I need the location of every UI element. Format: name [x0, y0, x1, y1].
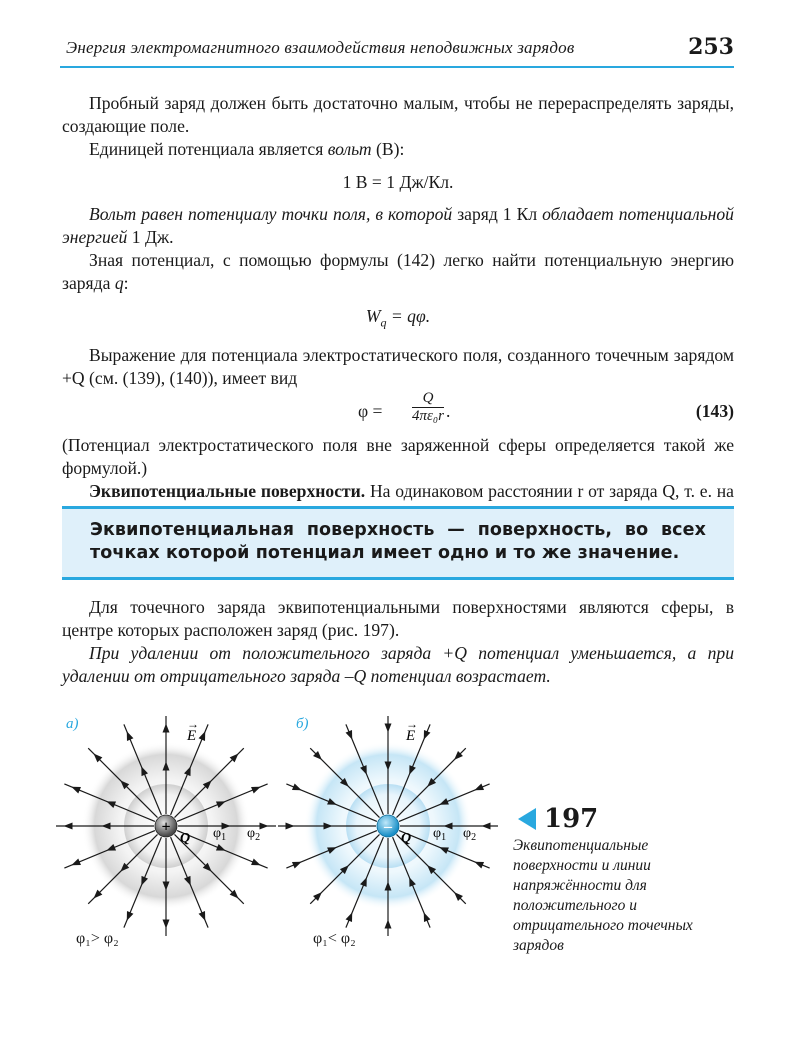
field-arrow-icon — [474, 784, 484, 791]
relation-a: φ₁> φ₂ — [76, 930, 119, 947]
phi2-label-b: $\varphi_2$ — [463, 826, 477, 843]
page-number: 253 — [688, 34, 734, 60]
field-arrow-icon — [292, 784, 302, 791]
field-arrow-icon — [424, 730, 431, 740]
field-arrow-icon — [251, 859, 261, 866]
definition-text: Эквипотенциальная поверхность — поверхность, во всех точках которой потенциал имеет одно и то же значение. — [90, 520, 706, 563]
figure-number: 197 — [544, 804, 599, 834]
caption-marker-icon — [518, 808, 536, 830]
q-label-a: Q — [180, 831, 191, 846]
relation-b: φ₁< φ₂ — [313, 930, 356, 947]
equation-lhs: φ = — [358, 400, 383, 421]
equation-dot: . — [446, 400, 451, 421]
q-label-b: Q — [401, 831, 412, 846]
paragraph-4: Зная потенциал, с помощью формулы (142) легко найти потенциальную энергию заряда q: — [62, 250, 734, 293]
equation-energy: $W_q = q\varphi$. — [365, 306, 431, 330]
field-arrow-icon — [286, 823, 295, 830]
fraction-numerator: Q — [412, 390, 444, 408]
charge-sign-b: – — [384, 818, 392, 835]
field-label-a: E — [187, 728, 197, 744]
field-arrow-icon — [260, 823, 269, 830]
paragraph-3: Вольт равен потенциалу точки поля, в которой заряд 1 Кл обладает потенциальной энергией 1 Дж. — [62, 204, 734, 247]
field-arrow-icon — [71, 787, 81, 794]
field-arrow-icon — [251, 787, 261, 794]
vector-arrow-b: → — [406, 717, 418, 731]
field-arrow-icon — [346, 730, 353, 740]
field-arrow-icon — [127, 731, 134, 741]
phi1-label-a: $\varphi_1$ — [213, 826, 227, 843]
field-arrow-icon — [346, 912, 353, 922]
figure-label-b: б) — [296, 716, 309, 732]
field-arrow-icon — [424, 912, 431, 922]
panel-b-negative-charge — [278, 716, 498, 936]
field-arrow-icon — [482, 823, 491, 830]
field-arrow-icon — [474, 862, 484, 869]
paragraph-5: Выражение для потенциала электростатического поля, созданного точечным зарядом +Q (см. (139), (140)), имеет вид — [62, 344, 734, 388]
paragraph-7: Эквипотенциальные поверхности. На одинаковом расстоянии r от заряда Q, т. е. на — [89, 480, 734, 501]
field-label-b: E — [406, 728, 416, 744]
panel-a-positive-charge — [56, 716, 276, 936]
field-arrow-icon — [292, 862, 302, 869]
field-arrow-icon — [163, 920, 170, 929]
field-arrow-icon — [127, 911, 134, 921]
paragraph-8: Для точечного заряда эквипотенциальными поверхностями являются сферы, в центре которых расположен заряд (рис. 197). — [62, 597, 734, 640]
figure-caption: Эквипотенциальные поверхности и линии напряжённости для положительного и отрицательного точечных зарядов — [513, 837, 693, 954]
figure-label-a: а) — [66, 716, 79, 732]
fraction-denominator: 4πε₀r — [412, 407, 444, 424]
field-arrow-icon — [385, 724, 392, 733]
paragraph-6: (Потенциал электростатического поля вне заряженной сферы определяется такой же формулой.) — [62, 434, 734, 478]
equation-volt: 1 В = 1 Дж/Кл. — [342, 172, 454, 192]
field-arrow-icon — [199, 911, 206, 921]
paragraph-1: Пробный заряд должен быть достаточно малым, чтобы не перераспределять заряды, создающие поле. — [62, 93, 734, 136]
field-arrow-icon — [385, 920, 392, 929]
equation-number: (143) — [695, 400, 734, 421]
field-arrow-icon — [71, 859, 81, 866]
running-header: Энергия электромагнитного взаимодействия неподвижных зарядов — [66, 38, 575, 57]
phi2-label-a: $\varphi_2$ — [247, 826, 261, 843]
charge-sign-a: + — [161, 818, 171, 836]
paragraph-2: Единицей потенциала является вольт (В): — [89, 139, 405, 159]
vector-arrow-a: → — [187, 717, 199, 731]
phi1-label-b: $\varphi_1$ — [433, 826, 447, 843]
field-arrow-icon — [163, 724, 170, 733]
paragraph-9: При удалении от положительного заряда +Q потенциал уменьшается, а при удалении от отрицательного заряда –Q потенциал возрастает. — [62, 643, 734, 686]
field-arrow-icon — [64, 823, 73, 830]
field-arrow-icon — [199, 731, 206, 741]
